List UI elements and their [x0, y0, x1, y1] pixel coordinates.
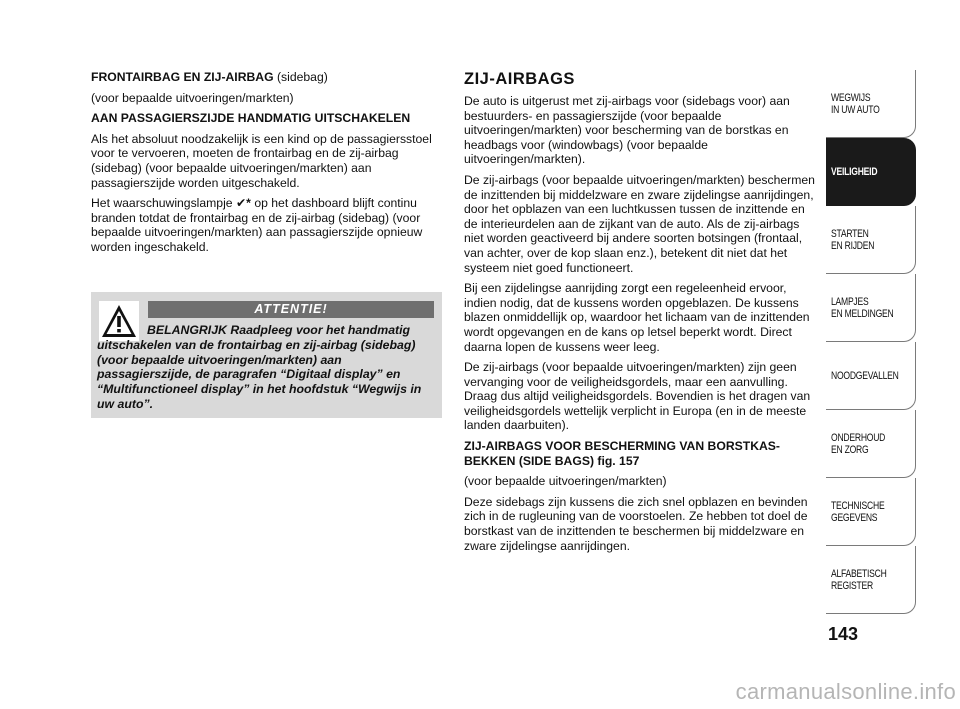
nav-tab-lampjes[interactable]: LAMPJES EN MELDINGEN: [826, 274, 916, 342]
nav-tab-onderhoud[interactable]: ONDERHOUD EN ZORG: [826, 410, 916, 478]
right-paragraph-4: De zij-airbags (voor bepaalde uitvoeringen/markten) zijn geen vervanging voor de veiligheidsgordels, maar een aanvulling. Draag dus altijd veiligheidsgordels. Bovendien is het dragen van veiligheidsgordels wettelijk verplicht in Europa (en in de meeste landen daarbuiten).: [464, 360, 811, 433]
page-number: 143: [828, 624, 859, 644]
right-subheading-note: (voor bepaalde uitvoeringen/markten): [464, 474, 667, 489]
left-paragraph-1: Als het absoluut noodzakelijk is een kind op de passagiersstoel voor te vervoeren, moeten de frontairbag en de zij-airbag (sidebag) (voor bepaalde uitvoeringen/markten) aan passagierszijde worden uitgeschakeld.: [91, 131, 432, 190]
right-paragraph-1: De auto is uitgerust met zij-airbags voor (sidebags voor) aan bestuurders- en passagierszijde (voor bepaalde uitvoeringen/markten) voor bescherming van de borstkas en headbags voor (windowbags) (voor bepaalde uitvoeringen/markten).: [464, 94, 790, 167]
nav-tab-noodgevallen[interactable]: NOODGEVALLEN: [826, 342, 916, 410]
left-paragraph-2: Het waarschuwingslampje ✔︎* op het dashboard blijft continu branden totdat de frontairbag en de zij-airbag (sidebag) (voor bepaalde uitvoeringen/markten) aan passagierszijde opnieuw worden ingeschakeld.: [91, 196, 423, 254]
right-paragraph-2: De zij-airbags (voor bepaalde uitvoeringen/markten) beschermen de inzittenden bij middelzware en zware zijdelingse aanrijdingen, door het opblazen van een luchtkussen tussen de inzittende en de interieurdelen aan de zijkant van de auto. Als de zij-airbags niet worden geactiveerd bij andere soorten botsingen (frontaal, van achter, over de kop slaan enz.), betekent dit niet dat het systeem niet goed functioneert.: [464, 172, 815, 275]
watermark: carmanualsonline.info: [735, 679, 956, 704]
chapter-navigation: [826, 70, 918, 618]
right-paragraph-5: Deze sidebags zijn kussens die zich snel opblazen en bevinden zich in de rugleuning van de voorstoelen. Ze hebben tot doel de borstkast van de inzittenden te beschermen bij middelzware en zware zijdelingse aanrijdingen.: [464, 494, 808, 553]
left-heading-line3: AAN PASSAGIERSZIJDE HANDMATIG UITSCHAKELEN: [91, 111, 411, 126]
warning-box: [91, 292, 442, 418]
warning-text: BELANGRIJK Raadpleeg voor het handmatig uitschakelen van de frontairbag en zij-airbag (sidebag) (voor bepaalde uitvoeringen/markten) aan passagierszijde, de paragrafen “Digitaal display” en “Multifunctioneel display” in het hoofdstuk “Wegwijs in uw auto”.: [97, 323, 422, 411]
left-heading-line2: (voor bepaalde uitvoeringen/markten): [91, 90, 294, 105]
nav-tab-veiligheid[interactable]: VEILIGHEID: [826, 138, 916, 206]
left-heading-line1: FRONTAIRBAG EN ZIJ-AIRBAG (sidebag): [91, 70, 328, 84]
right-column: [464, 70, 816, 559]
right-paragraph-3: Bij een zijdelingse aanrijding zorgt een regeleenheid ervoor, indien nodig, dat de kussens worden opgeblazen. De kussens blazen onmiddellijk op, waardoor het lichaam van de inzittenden wordt opgevangen en de kans op letsel beperkt wordt. Direct daarna lopen de kussens weer leeg.: [464, 281, 810, 354]
nav-tab-technische[interactable]: TECHNISCHE GEGEVENS: [826, 478, 916, 546]
nav-tab-starten[interactable]: STARTEN EN RIJDEN: [826, 206, 916, 274]
attentie-label: ATTENTIE!: [148, 301, 434, 318]
nav-tab-wegwijs[interactable]: WEGWIJS IN UW AUTO: [826, 70, 916, 138]
section-title: ZIJ-AIRBAGS: [464, 70, 575, 88]
left-column: [91, 70, 439, 261]
nav-tab-alfabetisch[interactable]: ALFABETISCH REGISTER: [826, 546, 916, 614]
airbag-warning-lamp-icon: ✔︎*: [235, 196, 251, 211]
right-subheading: ZIJ-AIRBAGS VOOR BESCHERMING VAN BORSTKAS-BEKKEN (SIDE BAGS) fig. 157: [464, 439, 780, 468]
